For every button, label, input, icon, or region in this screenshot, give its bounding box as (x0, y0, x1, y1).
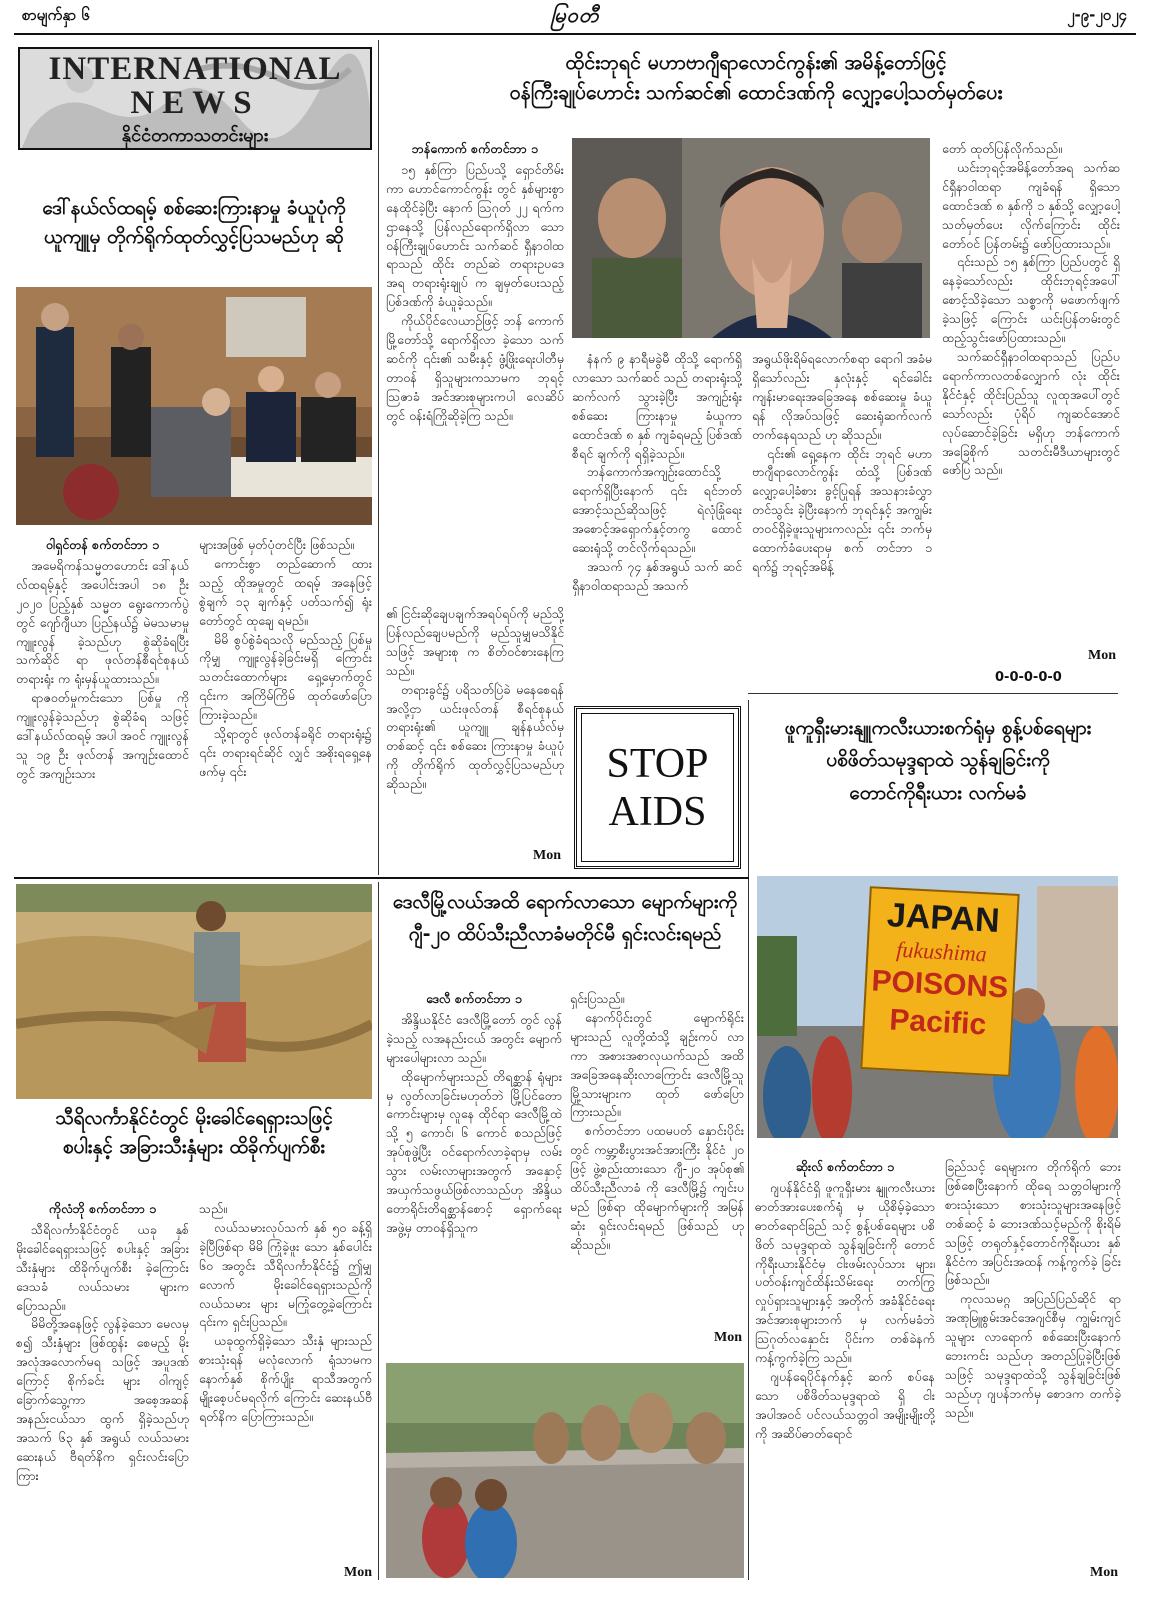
banner-title-news: NEWS (130, 85, 260, 121)
monkeys-photo-graphic (386, 1363, 744, 1578)
delhi-byline-end: Mon (714, 1330, 742, 1345)
fukushima-headline-line1: ဖူကူရှီးမားနျူကလီးယားစက်ရုံမှ စွန့်ပစ်ရေများ (784, 717, 1092, 739)
lower-section-rule (14, 877, 749, 879)
thaksin-col-2 (572, 350, 742, 690)
delhi-headline (384, 886, 746, 951)
fukushima-col-1 (755, 1158, 935, 1578)
paragraph: ရှင်းပြသည်။ (570, 991, 625, 1006)
paragraph: ဂျပန်နိုင်ငံရှိ ဖူကူရှီးမား နျူကလီးယားဓာတ်အားပေးစက်ရုံ မှ ယိုစိမ့်ခဲ့သော ဓာတ်ရောင်ခြည် သင့် စွန့်ပစ်ရေများ ပစိဖိတ် သမုဒ္ဒရာထဲ သွန်ချခြင်းကို တောင် ကိုရီးယားနိုင်ငံမှ ငါးဖမ်းလုပ်သား များ၊ ပတ်ဝန်းကျင်ထိန်းသိမ်းရေး တက်ကြွလှုပ်ရှားသူများနှင့် အတိုက် အခံနိုင်ငံရေးအင်အားစုများဘက် မှ လက်မခံဘဲ ဩဂုတ်လနှောင်း ပိုင်းက တစ်ခဲနက်ကန့်ကွက်ခဲ့ကြ သည်။ (755, 1179, 935, 1366)
paragraph: တော် ထုတ်ပြန်လိုက်သည်။ (942, 141, 1062, 156)
right-block-rule (748, 700, 749, 1580)
farmer-photo-graphic (16, 884, 372, 1099)
delhi-monkeys-photo (386, 1363, 744, 1578)
thaksin-col-4 (942, 140, 1120, 640)
paragraph: သက်ဆင်ရှီနာဝါထရာသည် ပြည်ပရောက်ကာလတစ်လျှောက် လုံး ထိုင်းနိုင်ငံနှင့် ထိုင်းပြည်သူ လူထုအပေါ်တွင်သော်လည်း ပုံရိပ် ကျဆင်အောင် လုပ်ဆောင်ခဲ့ခြင်း မရှိဟု ဘန်ကောက်အခြေစိုက် သတင်းမီဒီယာများတွင် ဖော်ပြ သည်။ (942, 348, 1120, 478)
fukushima-col-2 (945, 1158, 1121, 1558)
paragraph: ရာဇဝတ်မှုကင်းသော ပြစ်မှု ကို ကျူးလွန်ခဲ့သည်ဟု စွဲဆိုခံရ သဖြင့် ဒေါ်နယ်လ်ထရမ့် အပါ အဝင် ကျူးလွန်သူ ၁၉ ဦး ဖုလ်တန် အကျဉ်းထောင်တွင် အကျဉ်းသား (16, 690, 189, 781)
delhi-col-2 (570, 990, 744, 1335)
srilanka-dateline: ကိုလံဘို စက်တင်ဘာ ၁ (48, 1201, 157, 1216)
trump-byline-end: Mon (533, 848, 561, 863)
paragraph: သို့ရာတွင် ဖုလ်တန်ခရိုင် တရားရုံး၌ ၎င်း တရားရင်ဆိုင် လျှင် အစိုးရရှေ့နေဖက်မှ ၎င်း (199, 726, 372, 779)
paragraph: ကုလသမဂ္ဂ အပြည်ပြည်ဆိုင် ရာ အဏုမြူစွမ်းအင်အေဂျင်စီမှ ကျွမ်းကျင်သူများ လာရောက် စစ်ဆေးပြီးနောက် ဘေးကင်း သည်ဟု အတည်ပြုခဲ့ပြီးဖြစ်သဖြင့် သမုဒ္ဒရာထဲသို့ သွန်ချခြင်းဖြစ် သည်ဟု ဂျပန်ဘက်မှ စောဒက တက်ခဲ့သည်။ (945, 1291, 1121, 1420)
paragraph: ကောင်းစွာ တည်ဆောက် ထားသည့် ထိုအမှုတွင် ထရမ့် အနေဖြင့် စွဲချက် ၁၃ ချက်နှင့် ပတ်သက်၍ ရုံးတော်တွင် ထုချေ ရမည်။ (199, 555, 372, 628)
thaksin-headline-line1: ထိုင်းဘုရင် မဟာဗာဂျီရာလောင်ကွန်း၏ အမိန့်တော်ဖြင့် (565, 51, 947, 74)
srilanka-headline (16, 1104, 372, 1163)
sign-japan: JAPAN (886, 896, 1001, 941)
paragraph: ဘန်ကောက်အကျဉ်းထောင်သို့ ရောက်ရှိပြီးနောက် ၎င်း ရင်ဘတ် အောင့်သည်ဆိုသဖြင့် ရဲလုံခြုံရေး အစောင့်အရှောက်နှင့်တကွ ထောင် ဆေးရုံသို့ တင်လိုက်ရသည်။ (572, 464, 742, 556)
paragraph: မိမိ စွပ်စွဲခံရသလို မည်သည့် ပြစ်မှုကိုမျှ ကျူးလွန်ခဲ့ခြင်းမရှိ ကြောင်း သတင်းထောက်များ ရှေ့မှောက်တွင် ၎င်းက အကြိမ်ကြိမ် ထုတ်ဖော်ပြောကြားခဲ့သည်။ (199, 631, 372, 723)
thaksin-col-1 (386, 140, 564, 600)
thaksin-byline-end: Mon (1088, 648, 1116, 663)
page-header (0, 0, 1151, 34)
banner-title-international: INTERNATIONAL (48, 51, 342, 87)
international-news-banner (18, 47, 372, 150)
banner-title-myanmar: နိုင်ငံတကာသတင်းများ (121, 125, 269, 146)
paragraph: အိန္ဒိယနိုင်ငံ ဒေလီမြို့တော် တွင် လွန်ခဲ့သည့် လအနည်းငယ် အတွင်း မျောက်များပေါများလာ သည်။ (386, 1011, 562, 1065)
paragraph: တရားခွင်၌ ပရိသတ်ပြဲခဲ မနေစေရန်အလို့ငှာ ယင်းဖုလ်တန် စီရင်စုနယ် တရားရုံး၏ ယူကျူ ချန်နယ်လ်မှတစ်ဆင့် ၎င်း စစ်ဆေး ကြားနာမှု ခံယူပုံကို တိုက်ရိုက် ထုတ်လွှင့်ပြသမည်ဟု ဆိုသည်။ (386, 681, 564, 792)
delhi-dateline: ဒေလီ စက်တင်ဘာ ၁ (426, 991, 522, 1006)
thaksin-headline-line2: ဝန်ကြီးချုပ်ဟောင်း သက်ဆင်၏ ထောင်ဒဏ်ကို လျှော့ပေါ့သတ်မှတ်ပေး (509, 81, 1003, 105)
trump-courtroom-photo (16, 287, 372, 525)
issue-date: ၂-၉-၂၀၂၄ (1067, 6, 1127, 24)
thaksin-separator: 0-0-0-0-0 (995, 670, 1062, 685)
paragraph: သီရိလင်္ကာနိုင်ငံတွင် ယခု နှစ် မိုးခေါင်ရေရှားသဖြင့် စပါးနှင့် အခြားသီးနှံများ ထိခိုက်ပျက်စီး ခဲ့ကြောင်း ဒေသခံ လယ်သမား များက ပြောသည်။ (16, 1221, 189, 1313)
trump-col-2 (199, 536, 372, 871)
trump-headline (16, 194, 372, 253)
delhi-headline-line2: ဂျီ-၂၀ ထိပ်သီးညီလာခံမတိုင်မီ ရှင်းလင်းရမည် (408, 923, 722, 946)
trump-headline-line1: ဒေါ်နယ်လ်ထရမ့် စစ်ဆေးကြားနာမှု ခံယူပုံကို (42, 197, 346, 219)
srilanka-col-1 (16, 1200, 189, 1580)
delhi-col-1 (386, 990, 562, 1355)
trump-headline-line2: ယူကျူမှ တိုက်ရိုက်ထုတ်လွှင့်ပြသမည်ဟု ဆို (44, 226, 344, 249)
paragraph: ယခုထွက်ရှိခဲ့သော သီးနှံ များသည် စားသုံးရန် မလုံလောက် ရုံသာမက နောက်နှစ် စိုက်ပျိုး ရာသီအတွက် မျိုးစေ့ပင်မရလိုက် ကြောင်း ဆေးနယ်ဗီရတ်နိက ပြောကြားသည်။ (199, 1333, 372, 1424)
paragraph: ထိုမျောက်များသည် တိရစ္ဆာန် ရုံများမှ လွတ်လာခြင်းမဟုတ်ဘဲ မြို့ပြင်တောကောင်းများမှ လူနေ ထိုင်ရာ ဒေလီမြို့ထဲသို့ ၅ ကောင်၊ ၆ ကောင် စသည်ဖြင့် အုပ်စုဖွဲ့ပြီး ဝင်ရောက်လာခဲ့ရာမှ လမ်းသွား လမ်းလာများအတွက် အနှောင့် အယှက်သဖွယ်ဖြစ်လာသည်ဟု အိန္ဒိယတောရိုင်းတိရစ္ဆာန်စောင့် ရှောက်ရေးအဖွဲ့မှ တာဝန်ရှိသူက (386, 1068, 562, 1235)
fukushima-byline-end: Mon (1090, 1565, 1118, 1580)
srilanka-col-2 (199, 1200, 372, 1560)
lower-left-rule (378, 882, 379, 1580)
courtroom-photo-graphic (16, 287, 372, 525)
paragraph: နောက်ပိုင်းတွင် မျောက်ရိုင်း များသည် လူတို့ထံသို့ ချဉ်းကပ် လာကာ အစားအစာလုယက်သည် အထိ အခြေအနေဆိုးလာကြောင်း ဒေလီမြို့သူ မြို့သားများက ထုတ် ဖော်ပြောကြားသည်။ (570, 1009, 744, 1120)
srilanka-headline-line1: သီရိလင်္ကာနိုင်ငံတွင် မိုးခေါင်ရေရှားသဖြင့် (55, 1107, 333, 1129)
stop-aids-line2: AIDS (608, 788, 707, 835)
paragraph: ၏ ငြင်းဆိုချေပချက်အရပ်ရပ်ကို မည်သို့ ပြန်လည်ချေပမည်ကို မည်သူမျှမသိနိုင်သဖြင့် အများစု က စိတ်ဝင်စားနေကြသည်။ (386, 606, 564, 678)
masthead-logo: မြဝတီ (550, 3, 600, 27)
fukushima-protest-photo (757, 876, 1118, 1138)
stop-aids-box (574, 706, 741, 869)
sign-poisons: POISONS (870, 964, 1009, 1005)
header-rule (14, 33, 1136, 35)
section-label: စာမျက်နှာ ၆ (22, 6, 90, 24)
paragraph: မိမိတို့အနေဖြင့် လွန်ခဲ့သော မေလမှစ၍ သီးနှံများ ဖြစ်ထွန်း စေမည့် မိုးအလုံအလောက်မရ သဖြင့် အပူဒဏ်ကြောင့် စိုက်ခင်း များ ဝါကျင့်ခြောက်သွေ့ကာ အစေ့အဆန်အနည်းငယ်သာ ထွက် ရှိခဲ့သည်ဟု အသက် ၆၃ နှစ် အရွယ် လယ်သမား ဆေးနယ် ဗီရတ်နိက ရှင်းလင်းပြောကြား (16, 1316, 189, 1483)
srilanka-byline-end: Mon (344, 1565, 372, 1580)
paragraph: ၁၅ နှစ်ကြာ ပြည်ပသို့ ရှောင်တိမ်းကာ ဟောင်ကောင်ကွန်း တွင် နှစ်များစွာ နေထိုင်ခဲ့ပြီး နောက် ဩဂုတ် ၂၂ ရက်က ဌာနေသို့ ပြန်လည်ရောက်ရှိလာ သော ဝန်ကြီးချုပ်ဟောင်း သက်ဆင် ရှီနာဝါထရာသည် ထိုင်း တည်ဆဲ တရားဥပဒေအရ တရားရုံးချုပ် က ချမှတ်ပေးသည့် ပြစ်ဒဏ်ကို ခံယူခဲ့သည်။ (386, 161, 564, 310)
trump-col-1 (16, 536, 189, 871)
srilanka-farmer-photo (16, 884, 372, 1099)
paragraph: ခြည်သင့် ရေများက တိုက်ရိုက် ဘေးဖြစ်စေပြီးနောက် ထိုရေ သတ္တဝါများကို စားသုံးသော စားသုံးသူများအနေဖြင့် တစ်ဆင့် ခံ ဘေးဒဏ်သင့်မည်ကို စိုးရိမ် သဖြင့် တရုတ်နှင့်တောင်ကိုရီးယား နှစ်နိုင်ငံက အပြင်းအထန် ကန့်ကွက်ခဲ့ ခြင်း ဖြစ်သည်။ (945, 1159, 1121, 1288)
fukushima-headline-line3: တောင်ကိုရီးယား လက်မခံ (849, 781, 1027, 804)
paragraph: သည်။ (199, 1201, 227, 1216)
fukushima-headline (752, 712, 1124, 809)
thaksin-headline (386, 48, 1126, 108)
paragraph: ယင်းဘုရင့်အမိန့်တော်အရ သက်ဆင်ရှီနာဝါထရာ ကျခံရန် ရှိသော ထောင်ဒဏ် ၈ နှစ်ကို ၁ နှစ်သို့ လျှော့ပေါ့သတ်မှတ်ပေး လိုက်ကြောင်း ထိုင်းတော်ဝင် ပြန်တမ်း၌ ဖော်ပြထားသည်။ (942, 159, 1120, 251)
paragraph: ဂျပန်ရေပိုင်နက်နှင့် ဆက် စပ်နေသော ပစိဖိတ်သမုဒ္ဒရာထဲ ရှိ ငါးအပါအဝင် ပင်လယ်သတ္တဝါ အမျိုးမျိုးတို့ကို အဆိပ်ဓာတ်ရောင် (755, 1368, 935, 1441)
sign-fukushima: fukushima (895, 936, 988, 967)
sign-pacific: Pacific (888, 1003, 988, 1042)
trump-col-3 (386, 605, 564, 845)
srilanka-headline-line2: စပါးနှင့် အခြားသီးနှံများ ထိခိုက်ပျက်စီး (62, 1136, 326, 1159)
protest-sign (860, 886, 1019, 1077)
paragraph: ၎င်းသည် ၁၅ နှစ်ကြာ ပြည်ပတွင် ရှိနေခဲ့သော်လည်း ထိုင်းဘုရင့်အပေါ် စောင့်သိခဲ့သော သစ္စာကို မဖောက်ဖျက်ခဲ့သဖြင့် ကြောင်း ယင်းပြန်တမ်းတွင် ထည့်သွင်းဖော်ပြထားသည်။ (942, 254, 1120, 346)
paragraph: များအဖြစ် မှတ်ပုံတင်ပြီး ဖြစ်သည်။ (199, 537, 355, 552)
delhi-headline-line1: ဒေလီမြို့လယ်အထိ ရောက်လာသော မျောက်များကို (392, 891, 738, 913)
thaksin-photo-graphic (572, 138, 930, 338)
left-column-rule (378, 40, 379, 875)
paragraph: အမေရိကန်သမ္မတဟောင်း ဒေါ်နယ်လ်ထရမ့်နှင့် အပေါင်းအပါ ၁၈ ဦး ၂၀၂၀ ပြည့်နှစ် သမ္မတ ရွေးကောက်ပွဲတွင် ဂျော်ဂျီယာ ပြည်နယ်၌ မဲမသမာမှု ကျူးလွန် ခဲ့သည်ဟု စွဲဆိုခံရပြီး သက်ဆိုင် ရာ ဖုလ်တန်စီရင်စုနယ်တရားရုံး က ရုံးမှန်ယူထားသည်။ (16, 557, 189, 687)
stop-aids-inner (581, 713, 734, 862)
fukushima-dateline: ဆိုးလ် စက်တင်ဘာ ၁ (795, 1159, 895, 1174)
thaksin-dateline: ဘန်ကောက် စက်တင်ဘာ ၁ (411, 141, 539, 156)
trump-dateline: ဝါရှင်တန် စက်တင်ဘာ ၁ (45, 537, 160, 552)
paragraph: ကိုယ်ပိုင်လေယာဉ်ဖြင့် ဘန် ကောက်မြို့တော်သို့ ရောက်ရှိလာ ခဲ့သော သက်ဆင်ကို ၎င်း၏ သမီးနှင့် ဖွံ့ဖြိုးရေးပါတီမှ တာဝန် ရှိသူများကသာမက ဘုရင့်ဩဇာခံ အင်အားစုများကပါ လေဆိပ် တွင် ဝန်းရံကြိုဆိုခဲ့ကြ သည်။ (386, 313, 564, 423)
paragraph: နံနက် ၉ နာရီမခွဲမီ ထိုသို့ ရောက်ရှိလာသော သက်ဆင် သည် တရားရုံးသို့ ဆက်လက် သွားခဲ့ပြီး အကျဉ်းရုံးစစ်ဆေး ကြားနာမှု ခံယူကာ ထောင်ဒဏ် ၈ နှစ် ကျခံရမည့် ပြစ်ဒဏ်စီရင် ချက်ကို ရရှိခဲ့သည်။ (572, 351, 742, 461)
paragraph: လယ်သမားလုပ်သက် နှစ် ၅၀ ခန့်ရှိခဲ့ပြီဖြစ်ရာ မိမိ ကြုံခဲ့ဖူး သော နှစ်ပေါင်း ၆၀ အတွင်း သီရိလင်္ကာနိုင်ငံ၌ ဤမျှလောက် မိုးခေါင်ရေရှားသည်ကို လယ်သမား များ မကြုံတွေ့ခဲ့ကြောင်း ၎င်းက ရှင်းပြသည်။ (199, 1219, 372, 1330)
fukushima-headline-line2: ပစိဖိတ်သမုဒ္ဒရာထဲ သွန်ချခြင်းကို (826, 749, 1050, 772)
paragraph: စက်တင်ဘာ ပထမပတ် နှောင်းပိုင်းတွင် ကမ္ဘာ့စီးပွားအင်အားကြီး နိုင်ငံ ၂၀ ဖြင့် ဖွဲ့စည်းထားသော ဂျီ-၂၀ အုပ်စု၏ ထိပ်သီးညီလာခံ ကို ဒေလီမြို့၌ ကျင်းပမည် ဖြစ်ရာ ထိုမျောက်များကို အမြန် ဆုံး ရှင်းလင်းရမည် ဖြစ်သည် ဟု ဆိုသည်။ (570, 1123, 744, 1252)
thaksin-bottom-rule (748, 693, 1118, 694)
thaksin-photo (572, 138, 930, 338)
paragraph: ၎င်း၏ ရှေ့နေက ထိုင်း ဘုရင် မဟာဗာဂျီရာလောင်ကွန်း ထံသို့ ပြစ်ဒဏ်လျှော့ပေါ့ခံစား ခွင့်ပြုရန် အသနားခံလွှာတင်သွင်း ခဲ့ပြီးနောက် ဘုရင်နှင့် အကျွမ်း တဝင်ရှိခဲ့ဖူးသူများကလည်း ၎င်း ဘက်မှ ထောက်ခံပေးရာမှ စက် တင်ဘာ ၁ ရက်၌ ဘုရင့်အမိန့် (752, 445, 932, 574)
thaksin-col-3 (752, 350, 932, 690)
paragraph: အရွယ်ဖိုးရိမ်ရလောက်စရာ ရောဂါ အခံမရှိသော်လည်း နှလုံးနှင့် ရင်ခေါင်းကျန်းမာရေးအခြေအနေ စစ်ဆေးမှု ခံယူရန် လိုအပ်သဖြင့် ဆေးရုံဆက်လက်တက်နေရသည် ဟု ဆိုသည်။ (752, 351, 932, 442)
stop-aids-line1: STOP (606, 740, 709, 787)
paragraph: အသက် ၇၄ နှစ်အရွယ် သက် ဆင်ရှီနာဝါထရာသည် အသက် (572, 558, 742, 593)
